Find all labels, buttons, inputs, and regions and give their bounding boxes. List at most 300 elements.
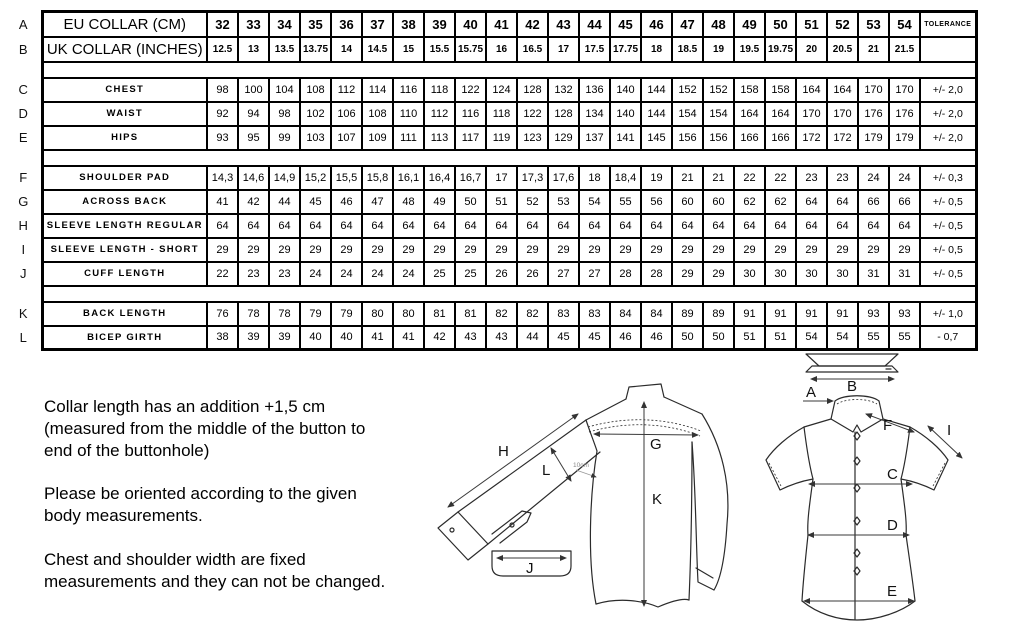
note-paragraph-3: Chest and shoulder width are fixed measurements and they can not be changed. [44,549,386,591]
size-value-cell: 22 [207,262,238,286]
size-value-cell: 23 [238,262,269,286]
size-value-cell: 21 [858,37,889,62]
size-value-cell: 21 [703,166,734,190]
size-value-cell: 64 [796,214,827,238]
measure-label-f: F [883,417,893,434]
measure-label-l: L [542,462,551,479]
tolerance-cell: +/- 2,0 [920,78,976,102]
row-letter: I [6,238,42,262]
size-value-cell: 54 [889,12,920,37]
size-value-cell: 18.5 [672,37,703,62]
size-value-cell: 119 [486,126,517,150]
shirt-back-diagram [430,354,760,636]
size-value-cell: 144 [641,78,672,102]
size-value-cell: 19.5 [734,37,765,62]
size-value-cell: 45 [610,12,641,37]
size-value-cell: 111 [393,126,424,150]
size-value-cell: 42 [517,12,548,37]
size-value-cell: 140 [610,78,641,102]
size-value-cell: 95 [238,126,269,150]
front-collar-outline [831,396,883,432]
size-value-cell: 134 [579,102,610,126]
size-value-cell: 37 [362,12,393,37]
row-letter [6,62,42,78]
size-value-cell: 29 [455,238,486,262]
measure-label-c: C [887,466,898,483]
size-value-cell: 50 [455,190,486,214]
tolerance-cell [920,37,976,62]
size-value-cell: 170 [827,102,858,126]
size-value-cell: 39 [424,12,455,37]
size-value-cell: 122 [455,78,486,102]
size-value-cell: 64 [393,214,424,238]
size-value-cell: 116 [455,102,486,126]
size-value-cell: 29 [269,238,300,262]
size-value-cell: 78 [238,302,269,326]
row-label-cell: BACK LENGTH [42,302,207,326]
size-value-cell: 47 [362,190,393,214]
size-value-cell: 106 [331,102,362,126]
size-value-cell: 16,7 [455,166,486,190]
size-value-cell: 145 [641,126,672,150]
size-value-cell: 16 [486,37,517,62]
size-value-cell: 24 [393,262,424,286]
size-value-cell: 26 [486,262,517,286]
size-value-cell: 30 [827,262,858,286]
size-value-cell: 35 [300,12,331,37]
size-value-cell: 22 [734,166,765,190]
row-letter: C [6,78,42,102]
size-value-cell: 170 [796,102,827,126]
spacer-row-cell [42,62,976,78]
size-value-cell: 21.5 [889,37,920,62]
measure-label-i: I [947,422,952,439]
size-value-cell: 29 [300,238,331,262]
row-letter: E [6,126,42,150]
size-value-cell: 29 [393,238,424,262]
size-value-cell: 94 [238,102,269,126]
tolerance-cell: TOLERANCE [920,12,976,37]
size-value-cell: 32 [207,12,238,37]
size-value-cell: 29 [734,238,765,262]
size-value-cell: 164 [827,78,858,102]
row-label-cell: UK COLLAR (INCHES) [42,37,207,62]
size-value-cell: 44 [269,190,300,214]
measure-label-k: K [652,491,663,508]
size-value-cell: 13 [238,37,269,62]
size-value-cell: 64 [765,214,796,238]
row-letter: L [6,326,42,350]
size-value-cell: 51 [765,326,796,350]
size-value-cell: 17.75 [610,37,641,62]
size-value-cell: 51 [734,326,765,350]
size-value-cell: 30 [765,262,796,286]
size-value-cell: 23 [796,166,827,190]
size-value-cell: 28 [641,262,672,286]
size-value-cell: 20.5 [827,37,858,62]
size-value-cell: 18 [641,37,672,62]
size-value-cell: 20 [796,37,827,62]
size-value-cell: 40 [331,326,362,350]
size-value-cell: 128 [517,78,548,102]
row-letter: A [6,12,42,37]
size-value-cell: 66 [858,190,889,214]
size-value-cell: 45 [579,326,610,350]
measure-label-d: D [887,517,898,534]
size-value-cell: 47 [672,12,703,37]
spacer-row-cell [42,286,976,302]
size-value-cell: 17.5 [579,37,610,62]
size-value-cell: 43 [486,326,517,350]
size-value-cell: 84 [641,302,672,326]
size-value-cell: 23 [269,262,300,286]
size-value-cell: 91 [796,302,827,326]
spacer-row-cell [42,150,976,166]
measure-label-b: B [847,378,858,395]
size-value-cell: 29 [641,238,672,262]
size-value-cell: 45 [548,326,579,350]
size-value-cell: 13.75 [300,37,331,62]
size-value-cell: 14.5 [362,37,393,62]
size-value-cell: 17 [486,166,517,190]
size-value-cell: 43 [548,12,579,37]
row-label-cell: ACROSS BACK [42,190,207,214]
measure-arrow-i [928,426,962,458]
size-value-cell: 60 [703,190,734,214]
size-value-cell: 54 [579,190,610,214]
size-value-cell: 64 [207,214,238,238]
size-value-cell: 64 [641,214,672,238]
size-value-cell: 152 [703,78,734,102]
tolerance-cell: +/- 0,5 [920,262,976,286]
size-value-cell: 46 [331,190,362,214]
size-value-cell: 102 [300,102,331,126]
size-value-cell: 40 [300,326,331,350]
size-value-cell: 64 [610,214,641,238]
size-value-cell: 104 [269,78,300,102]
size-value-cell: 16.5 [517,37,548,62]
size-value-cell: 33 [238,12,269,37]
size-value-cell: 44 [517,326,548,350]
size-value-cell: 64 [827,190,858,214]
size-value-cell: 27 [579,262,610,286]
size-value-cell: 64 [486,214,517,238]
tolerance-cell: +/- 0,5 [920,214,976,238]
row-label-cell: EU COLLAR (CM) [42,12,207,37]
size-value-cell: 24 [331,262,362,286]
size-value-cell: 112 [424,102,455,126]
size-value-cell: 53 [548,190,579,214]
size-value-cell: 50 [672,326,703,350]
size-value-cell: 89 [703,302,734,326]
size-value-cell: 158 [765,78,796,102]
size-value-cell: 52 [827,12,858,37]
row-letter: B [6,37,42,62]
size-value-cell: 141 [610,126,641,150]
size-value-cell: 82 [517,302,548,326]
size-value-cell: 28 [610,262,641,286]
shirt-front-diagram [758,338,1022,636]
size-value-cell: 49 [424,190,455,214]
size-value-cell: 21 [672,166,703,190]
size-value-cell: 39 [269,326,300,350]
size-value-cell: 29 [765,238,796,262]
size-value-cell: 154 [703,102,734,126]
back-collar-outline [626,384,664,399]
measure-label-g: G [650,436,662,453]
size-value-cell: 166 [765,126,796,150]
size-value-cell: 51 [486,190,517,214]
row-letter [6,286,42,302]
size-value-cell: 124 [486,78,517,102]
size-value-cell: 29 [827,238,858,262]
row-label-cell: SLEEVE LENGTH - SHORT [42,238,207,262]
size-value-cell: 64 [238,214,269,238]
size-value-cell: 48 [393,190,424,214]
size-value-cell: 26 [517,262,548,286]
size-value-cell: 172 [796,126,827,150]
size-value-cell: 29 [207,238,238,262]
size-value-cell: 64 [703,214,734,238]
size-value-cell: 46 [610,326,641,350]
size-value-cell: 114 [362,78,393,102]
size-value-cell: 154 [672,102,703,126]
size-value-cell: 31 [858,262,889,286]
size-value-cell: 17 [548,37,579,62]
measure-label-e: E [887,583,898,600]
size-value-cell: 103 [300,126,331,150]
size-value-cell: 93 [889,302,920,326]
size-value-cell: 24 [362,262,393,286]
note-10cm-label: 10cm [573,462,589,469]
size-value-cell: 14,3 [207,166,238,190]
size-value-cell: 122 [517,102,548,126]
size-value-cell: 17,3 [517,166,548,190]
size-value-cell: 39 [238,326,269,350]
size-value-cell: 29 [858,238,889,262]
size-value-cell: 166 [734,126,765,150]
tolerance-cell: - 0,7 [920,326,976,350]
size-value-cell: 51 [796,12,827,37]
size-value-cell: 29 [672,262,703,286]
size-value-cell: 116 [393,78,424,102]
size-value-cell: 108 [300,78,331,102]
size-table [6,10,978,351]
size-value-cell: 14 [331,37,362,62]
size-value-cell: 62 [765,190,796,214]
size-value-cell: 93 [207,126,238,150]
size-value-cell: 15,2 [300,166,331,190]
size-value-cell: 48 [703,12,734,37]
size-value-cell: 55 [889,326,920,350]
size-value-cell: 19 [703,37,734,62]
size-value-cell: 98 [207,78,238,102]
size-value-cell: 29 [703,262,734,286]
size-value-cell: 46 [641,12,672,37]
size-value-cell: 64 [579,214,610,238]
size-value-cell: 93 [858,302,889,326]
size-value-cell: 128 [548,102,579,126]
size-value-cell: 66 [889,190,920,214]
size-value-cell: 170 [889,78,920,102]
row-label-cell: CHEST [42,78,207,102]
size-value-cell: 164 [796,78,827,102]
size-value-cell: 64 [269,214,300,238]
size-value-cell: 152 [672,78,703,102]
size-value-cell: 64 [889,214,920,238]
size-value-cell: 22 [765,166,796,190]
size-value-cell: 64 [517,214,548,238]
size-value-cell: 25 [424,262,455,286]
size-value-cell: 29 [517,238,548,262]
size-value-cell: 29 [548,238,579,262]
tolerance-cell: +/- 1,0 [920,302,976,326]
row-letter [6,150,42,166]
size-value-cell: 172 [827,126,858,150]
size-value-cell: 19.75 [765,37,796,62]
size-value-cell: 15,5 [331,166,362,190]
size-value-cell: 50 [765,12,796,37]
size-value-cell: 64 [424,214,455,238]
size-value-cell: 29 [486,238,517,262]
size-value-cell: 29 [331,238,362,262]
size-value-cell: 29 [362,238,393,262]
size-value-cell: 132 [548,78,579,102]
size-value-cell: 64 [455,214,486,238]
size-value-cell: 136 [579,78,610,102]
size-value-cell: 89 [672,302,703,326]
size-value-cell: 108 [362,102,393,126]
size-value-cell: 117 [455,126,486,150]
size-value-cell: 112 [331,78,362,102]
size-value-cell: 100 [238,78,269,102]
size-value-cell: 83 [579,302,610,326]
size-value-cell: 64 [672,214,703,238]
row-label-cell: SHOULDER PAD [42,166,207,190]
size-value-cell: 29 [579,238,610,262]
size-value-cell: 55 [858,326,889,350]
tolerance-cell: +/- 0,5 [920,238,976,262]
size-value-cell: 91 [765,302,796,326]
measure-label-h: H [498,443,509,460]
size-value-cell: 15 [393,37,424,62]
size-value-cell: 36 [331,12,362,37]
measure-arrow-l [551,448,571,481]
size-value-cell: 38 [393,12,424,37]
size-value-cell: 55 [610,190,641,214]
size-value-cell: 79 [300,302,331,326]
size-value-cell: 13.5 [269,37,300,62]
size-value-cell: 29 [610,238,641,262]
size-value-cell: 170 [858,78,889,102]
size-value-cell: 176 [858,102,889,126]
size-value-cell: 24 [858,166,889,190]
size-value-cell: 83 [548,302,579,326]
size-value-cell: 164 [734,102,765,126]
size-value-cell: 53 [858,12,889,37]
tolerance-cell: +/- 2,0 [920,102,976,126]
size-value-cell: 81 [424,302,455,326]
size-value-cell: 62 [734,190,765,214]
size-value-cell: 43 [455,326,486,350]
row-letter: H [6,214,42,238]
row-label-cell: SLEEVE LENGTH REGULAR [42,214,207,238]
size-value-cell: 45 [300,190,331,214]
size-value-cell: 80 [393,302,424,326]
size-value-cell: 84 [610,302,641,326]
size-value-cell: 12.5 [207,37,238,62]
size-value-cell: 44 [579,12,610,37]
size-value-cell: 16,1 [393,166,424,190]
size-value-cell: 110 [393,102,424,126]
tolerance-cell: +/- 0,5 [920,190,976,214]
size-value-cell: 113 [424,126,455,150]
measure-arrow-g [594,434,698,435]
row-label-cell: HIPS [42,126,207,150]
size-value-cell: 99 [269,126,300,150]
row-label-cell: WAIST [42,102,207,126]
size-value-cell: 79 [331,302,362,326]
size-value-cell: 14,6 [238,166,269,190]
size-value-cell: 98 [269,102,300,126]
notes [44,396,396,614]
size-value-cell: 156 [672,126,703,150]
size-value-cell: 34 [269,12,300,37]
size-value-cell: 64 [300,214,331,238]
size-value-cell: 54 [796,326,827,350]
size-value-cell: 15,8 [362,166,393,190]
size-value-cell: 64 [827,214,858,238]
size-value-cell: 29 [703,238,734,262]
size-value-cell: 29 [424,238,455,262]
size-value-cell: 64 [362,214,393,238]
size-value-cell: 118 [424,78,455,102]
size-value-cell: 14,9 [269,166,300,190]
size-value-cell: 40 [455,12,486,37]
size-value-cell: 64 [331,214,362,238]
size-value-cell: 15.75 [455,37,486,62]
size-value-cell: 91 [734,302,765,326]
size-value-cell: 64 [796,190,827,214]
size-value-cell: 31 [889,262,920,286]
size-value-cell: 64 [548,214,579,238]
size-value-cell: 24 [889,166,920,190]
size-value-cell: 179 [889,126,920,150]
size-value-cell: 80 [362,302,393,326]
row-letter: J [6,262,42,286]
size-value-cell: 46 [641,326,672,350]
size-value-cell: 60 [672,190,703,214]
size-value-cell: 29 [238,238,269,262]
size-table-wrap [6,10,978,351]
size-value-cell: 52 [517,190,548,214]
row-letter: G [6,190,42,214]
size-value-cell: 82 [486,302,517,326]
size-value-cell: 107 [331,126,362,150]
size-value-cell: 17,6 [548,166,579,190]
size-value-cell: 56 [641,190,672,214]
row-letter: K [6,302,42,326]
size-value-cell: 41 [362,326,393,350]
size-value-cell: 30 [796,262,827,286]
size-value-cell: 16,4 [424,166,455,190]
size-value-cell: 18 [579,166,610,190]
size-value-cell: 29 [672,238,703,262]
size-value-cell: 29 [796,238,827,262]
row-label-cell: CUFF LENGTH [42,262,207,286]
measure-label-j: J [526,560,534,577]
size-value-cell: 23 [827,166,858,190]
